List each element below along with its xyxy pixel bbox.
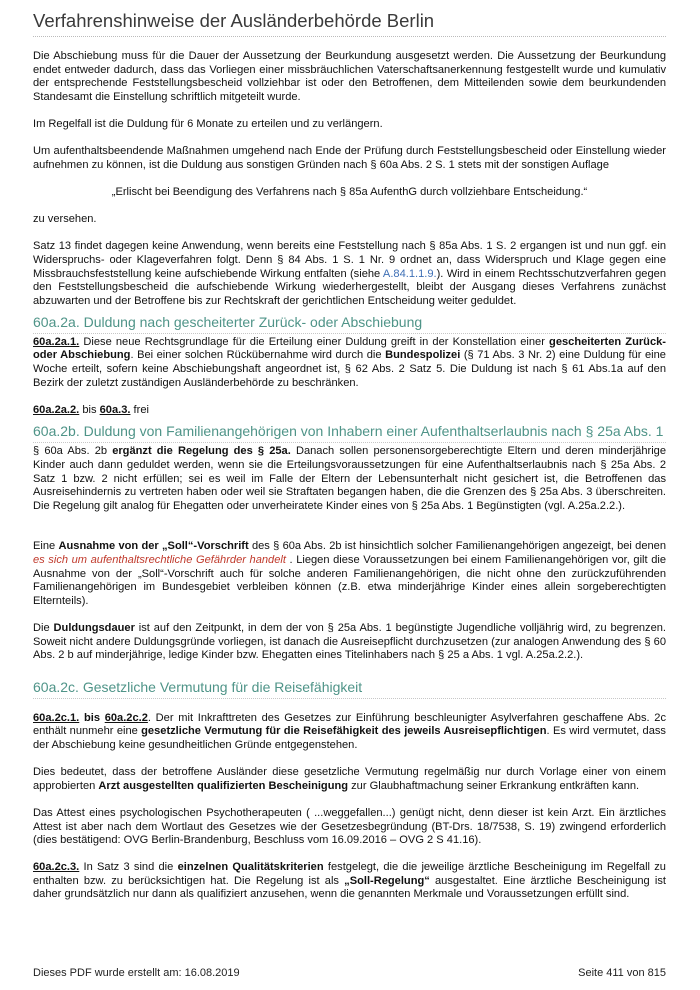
text: Die bbox=[33, 621, 54, 634]
paragraph-number: 60a.2a.1. bbox=[33, 335, 80, 348]
document-title: Verfahrenshinweise der Ausländerbehörde Berlin bbox=[33, 10, 435, 31]
text: Dies bedeutet, dass der betroffene Ausländer diese gesetzliche Vermutung regelmäßig nur durch Vorlage einer von einem approbierten bbox=[33, 766, 666, 792]
text: Eine bbox=[33, 540, 59, 553]
paragraph-number: 60a.2c.3. bbox=[33, 861, 80, 874]
document-body bbox=[33, 50, 666, 916]
text: des § 60a Abs. 2b ist hinsichtlich solcher Familienangehörigen angezeigt, bei denen bbox=[248, 540, 666, 553]
text: zur Glaubhaftmachung seiner Erkrankung entkräften kann. bbox=[348, 779, 640, 792]
paragraph bbox=[33, 622, 666, 663]
text: (§ 71 Abs. 3 Nr. 2) eine Duldung für eine Woche erteilt, sofern keine Abschiebungshaft angeordnet ist, § 62 Abs. 2 Satz 5. Die Duldung ist nach § 61 Abs.1a auf den Bezirk der zuletzt zuständigen Ausländerbehörde zu beschränken. bbox=[33, 349, 666, 389]
text: bis bbox=[79, 403, 100, 416]
paragraph bbox=[33, 336, 666, 390]
bold-text: gesetzliche Vermutung für die Reisefähigkeit des jeweils Ausreisepflichtigen bbox=[141, 725, 547, 738]
paragraph: Die Abschiebung muss für die Dauer der Aussetzung der Beurkundung ausgesetzt werden. Die Aussetzung der Beurkundung endet entweder dadurch, dass das Vorliegen einer missbräuchlichen Vaterschaftsanerkennung festgestellt wurde und kumulativ der entsprechende Feststellungsbescheid vollziehbar ist oder den Betroffenen, dem Mitteilenden sowie dem beurkundenden Standesamt die Einstellung schriftlich mitgeteilt wurde. bbox=[33, 50, 666, 103]
paragraph: zu versehen. bbox=[33, 213, 97, 226]
paragraph: Das Attest eines psychologischen Psychotherapeuten ( ...weggefallen...) genügt nicht, denn dieser ist kein Arzt. Ein ärztliches Attest ist aber nach dem Wortlaut des Gesetzes wie der Gesetzesbegründung (BT-Drs. 18/7538, S. 19) zwingend erforderlich (dies bestätigend: OVG Berlin-Brandenburg, Beschluss vom 16.09.2016 – OVG 2 S 41.16). bbox=[33, 806, 666, 847]
section-heading-60a-2c: 60a.2c. Gesetzliche Vermutung für die Reisefähigkeit bbox=[33, 679, 666, 699]
footer-created-date: Dieses PDF wurde erstellt am: 16.08.2019 bbox=[33, 967, 240, 979]
text: In Satz 3 sind die bbox=[79, 861, 178, 874]
text: . Es wird vermutet, dass der Abschiebung keine gesundheitlichen Gründe entgegenstehen. bbox=[33, 725, 666, 751]
paragraph bbox=[33, 445, 666, 513]
text: ). Wird in einem Rechtsschutzverfahren gegen den Feststellungsbescheid die aufschiebende Wirkung wiederhergestellt, bleibt der Ausgang dieses Verfahrens zunächst abzuwarten und der Betroffene bis zur Rechtskraft der gerichtlichen Entscheidung weiter geduldet. bbox=[33, 267, 666, 307]
text: . Bei einer solchen Rückübernahme wird durch die bbox=[130, 349, 386, 362]
text: ist auf den Zeitpunkt, in dem der von § 25a Abs. 1 begünstigte Jugendliche volljährig wird, zu begrenzen. Soweit nicht andere Duldungsgründe vorliegen, ist danach die Ausreisepflicht durchzusetzen (zur analogen Anwendung des § 60 Abs. 2 b auf minderjährige, ledige Kinder bzw. Ehegatten eines Titelinhabers nach § 25 a Abs. 1 vgl. A.25a.2.2.). bbox=[33, 621, 667, 662]
text: § 60a Abs. 2b bbox=[33, 445, 113, 458]
bold-text: Duldungsdauer bbox=[53, 621, 135, 634]
paragraph bbox=[33, 712, 666, 753]
bold-text: Ausnahme von der „Soll“-Vorschrift bbox=[58, 540, 249, 553]
bold-text: ergänzt die Regelung des § 25a. bbox=[112, 445, 291, 458]
text: festgelegt, die die jeweilige ärztliche Bescheinigung im Regelfall zu enthalten bzw. zu berücksichtigen hat. Die Regelung ist als bbox=[33, 861, 666, 887]
paragraph bbox=[33, 861, 666, 902]
footer-page-number: Seite 411 von 815 bbox=[578, 967, 666, 979]
paragraph bbox=[33, 404, 666, 418]
section-heading-60a-2a: 60a.2a. Duldung nach gescheiterter Zurück- oder Abschiebung bbox=[33, 314, 666, 334]
bold-text: einzelnen Qualitätskriterien bbox=[177, 861, 324, 874]
paragraph: Im Regelfall ist die Duldung für 6 Monate zu erteilen und zu verlängern. bbox=[33, 117, 383, 130]
text: Satz 13 findet dagegen keine Anwendung, wenn bereits eine Feststellung nach § 85a Abs. 1 S. 2 ergangen ist und nun ggf. ein Widerspruchs- oder Klageverfahren folgt. Denn § 84 Abs. 1 S. 1 Nr. 9 ordnet an, dass Widerspruch und Klage gegen eine Missbrauchsfeststellung keine aufschiebende Wirkung entfalten (siehe bbox=[33, 240, 666, 280]
highlighted-text: es sich um aufenthaltsrechtliche Gefährder handelt bbox=[33, 554, 286, 566]
section-heading-60a-2b: 60a.2b. Duldung von Familienangehörigen von Inhabern einer Aufenthaltserlaubnis nach § 25a Abs. 1 bbox=[33, 423, 666, 443]
bold-text: gescheiterten Zurück- oder Abschiebung bbox=[33, 335, 666, 362]
text: . Liegen diese Voraussetzungen bei einem Familienangehörigen vor, gilt die Ausnahme von der „Soll“-Vorschrift auch für solche anderen Familienangehörigen, die nicht ohne den zurückzuführenden Familienangehörigen im Bundesgebiet verbleiben können (z.B. etwa minderjährige Kinder eines allein sorgeberechtigten Elternteils). bbox=[33, 554, 666, 607]
bold-text: Arzt ausgestellten qualifizierten Bescheinigung bbox=[98, 779, 349, 792]
bold-text: Bundespolizei bbox=[385, 349, 461, 362]
text: ausgestaltet. Eine ärztliche Bescheinigung ist daher grundsätzlich nur dann als qualifiziert anzusehen, wenn die genannten Merkmale und Voraussetzungen erfüllt sind. bbox=[33, 874, 666, 901]
paragraph bbox=[33, 240, 666, 308]
bold-text: „Soll-Regelung“ bbox=[344, 874, 430, 887]
cross-reference-link[interactable]: A.84.1.1.9. bbox=[382, 267, 437, 280]
bold-text: bis bbox=[79, 711, 105, 724]
paragraph bbox=[33, 766, 666, 793]
quote-paragraph: „Erlischt bei Beendigung des Verfahrens nach § 85a AufenthG durch vollziehbare Entscheidung.“ bbox=[111, 185, 588, 198]
text: Danach sollen personensorgeberechtigte Eltern und deren minderjährige Kinder auch dann geduldet werden, wenn sie die Erteilungsvoraussetzungen für eine Aufenthaltserlaubnis nach § 25a Abs. 2 Satz 1 bzw. 2 nicht erfüllen; sei es weil im Falle der Eltern der Lebensunterhalt nicht gesichert ist, die Betroffenen das Ausreisehindernis zu vertreten haben oder weil sie Straftaten begangen haben, die die Grenzen des § 25a Abs. 3 überschreiten. Die Regelung gilt analog für Ehegatten oder unverheiratete Kinder eines von § 25a Abs. 1 Begünstigten (vgl. A.25a.2.2.). bbox=[33, 445, 667, 512]
paragraph-number: 60a.2c.2 bbox=[104, 711, 148, 724]
paragraph-number: 60a.2c.1. bbox=[33, 711, 80, 724]
paragraph-number: 60a.2a.2. bbox=[33, 403, 80, 416]
text: frei bbox=[130, 403, 149, 416]
text: Diese neue Rechtsgrundlage für die Erteilung einer Duldung greift in der Konstellation einer bbox=[79, 335, 550, 348]
paragraph bbox=[33, 540, 666, 608]
text: . Der mit Inkrafttreten des Gesetzes zur Einführung beschleunigter Asylverfahren geschaffene Abs. 2c enthält nunmehr eine bbox=[33, 711, 666, 738]
paragraph: Um aufenthaltsbeendende Maßnahmen umgehend nach Ende der Prüfung durch Feststellungsbescheid oder Einstellung wieder aufnehmen zu können, ist die Duldung aus sonstigen Gründen nach § 60a Abs. 2 S. 1 stets mit der sonstigen Auflage bbox=[33, 145, 666, 171]
paragraph-number: 60a.3. bbox=[99, 403, 131, 416]
title-divider bbox=[33, 36, 666, 37]
